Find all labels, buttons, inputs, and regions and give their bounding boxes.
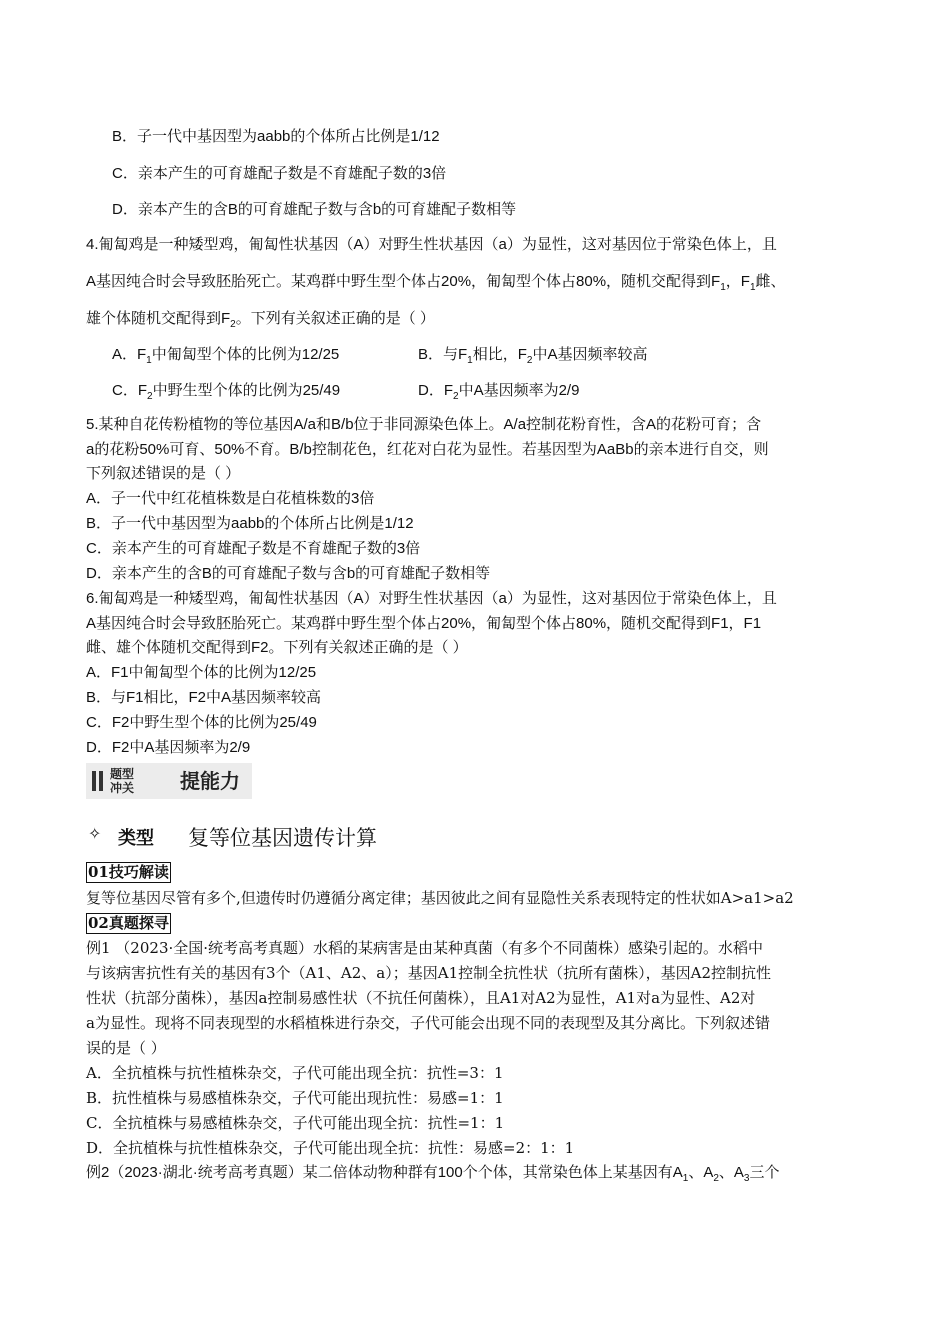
q5-stem-line3: 下列叙述错误的是（ ） (86, 465, 241, 482)
real-exam-label: 02真题探寻 (88, 914, 169, 932)
q6-option-b: B．与F1相比，F2中A基因频率较高 (86, 689, 322, 706)
q3-option-c: C．亲本产生的可育雄配子数是不育雄配子数的3倍 (112, 165, 447, 182)
q6-option-d: D．F2中A基因频率为2/9 (86, 739, 251, 756)
ex1-line1: 例1 （2023·全国·统考高考真题）水稻的某病害是由某种真菌（有多个不同菌株）感染引起的。水稻中 (86, 939, 764, 957)
section-kind: 类型 (118, 828, 154, 849)
q5-option-d: D．亲本产生的含B的可育雄配子数与含b的可育雄配子数相等 (86, 565, 491, 582)
banner-bars-icon (92, 771, 106, 791)
diamond-icon: ✧ (88, 824, 102, 843)
section-banner (86, 763, 252, 799)
tips-text: 复等位基因尽管有多个,但遗传时仍遵循分离定律；基因彼此之间有显隐性关系表现特定的性状如A>a1>a2 (86, 889, 794, 907)
ex1-option-c: C．全抗植株与易感植株杂交，子代可能出现全抗：抗性=1：1 (86, 1114, 505, 1132)
q4-option-c: C．$F_2$中野生型个体的比例为25/49 (112, 382, 341, 402)
ex1-option-a: A．全抗植株与抗性植株杂交，子代可能出现全抗：抗性=3：1 (86, 1064, 504, 1082)
section-topic: 复等位基因遗传计算 (188, 826, 377, 850)
q4-option-a: A．$F_1$中匍匐型个体的比例为12/25 (112, 346, 340, 366)
q4-stem-line3: 雄个体随机交配得到$F_2$。下列有关叙述正确的是（ ） (86, 310, 435, 330)
q6-option-a: A．F1中匍匐型个体的比例为12/25 (86, 664, 317, 681)
banner-title: 提能力 (180, 769, 240, 793)
ex1-line3: 性状（抗部分菌株），基因a控制易感性状（不抗任何菌株），且A1对A2为显性，A1对a为显性、A2对 (86, 989, 756, 1007)
q4-stem-line1: 4.匍匐鸡是一种矮型鸡，匍匐性状基因（A）对野生性状基因（a）为显性，这对基因位于常染色体上，且 (86, 236, 777, 253)
q4-stem-line2: A基因纯合时会导致胚胎死亡。某鸡群中野生型个体占20%，匍匐型个体占80%，随机交配得到$F_1$，$F_1$雌、 (86, 273, 786, 293)
q3-option-b: B．子一代中基因型为aabb的个体所占比例是1/12 (112, 128, 440, 145)
ex1-option-d: D．全抗植株与抗性植株杂交，子代可能出现全抗：抗性：易感=2：1：1 (86, 1139, 575, 1157)
q5-option-c: C．亲本产生的可育雄配子数是不育雄配子数的3倍 (86, 540, 421, 557)
q5-stem-line2: a的花粉50%可育、50%不育。B/b控制花色，红花对白花为显性。若基因型为AaBb的亲本进行自交，则 (86, 441, 769, 458)
q4-option-b: B．与$F_1$相比，$F_2$中A基因频率较高 (418, 346, 648, 366)
q6-stem-line3: 雌、雄个体随机交配得到F2。下列有关叙述正确的是（ ） (86, 639, 468, 656)
ex2-line1: 例2（2023·湖北·统考高考真题）某二倍体动物种群有100个个体，其常染色体上某基因有$A_1$、$A_2$、$A_3$三个 (86, 1164, 780, 1184)
q6-stem-line1: 6.匍匐鸡是一种矮型鸡，匍匐性状基因（A）对野生性状基因（a）为显性，这对基因位于常染色体上，且 (86, 590, 777, 607)
q3-option-d: D．亲本产生的含B的可育雄配子数与含b的可育雄配子数相等 (112, 201, 517, 218)
q4-option-d: D．$F_2$中A基因频率为2/9 (418, 382, 580, 402)
q6-stem-line2: A基因纯合时会导致胚胎死亡。某鸡群中野生型个体占20%，匍匐型个体占80%，随机交配得到F1，F1 (86, 615, 762, 632)
q5-stem-line1: 5.某种自花传粉植物的等位基因A/a和B/b位于非同源染色体上。A/a控制花粉育性，含A的花粉可育；含 (86, 416, 762, 433)
q5-option-a: A．子一代中红花植株数是白花植株数的3倍 (86, 490, 375, 507)
ex1-option-b: B．抗性植株与易感植株杂交，子代可能出现抗性：易感=1：1 (86, 1089, 504, 1107)
q6-option-c: C．F2中野生型个体的比例为25/49 (86, 714, 317, 731)
banner-tag: 题型 冲关 (110, 767, 135, 795)
ex1-line5: 误的是（ ） (86, 1039, 166, 1057)
tips-label: 01技巧解读 (88, 863, 169, 881)
ex1-line2: 与该病害抗性有关的基因有3个（A1、A2、a）；基因A1控制全抗性状（抗所有菌株），基因A2控制抗性 (86, 964, 771, 982)
ex1-line4: a为显性。现将不同表现型的水稻植株进行杂交，子代可能会出现不同的表现型及其分离比。下列叙述错 (86, 1014, 770, 1032)
q5-option-b: B．子一代中基因型为aabb的个体所占比例是1/12 (86, 515, 414, 532)
